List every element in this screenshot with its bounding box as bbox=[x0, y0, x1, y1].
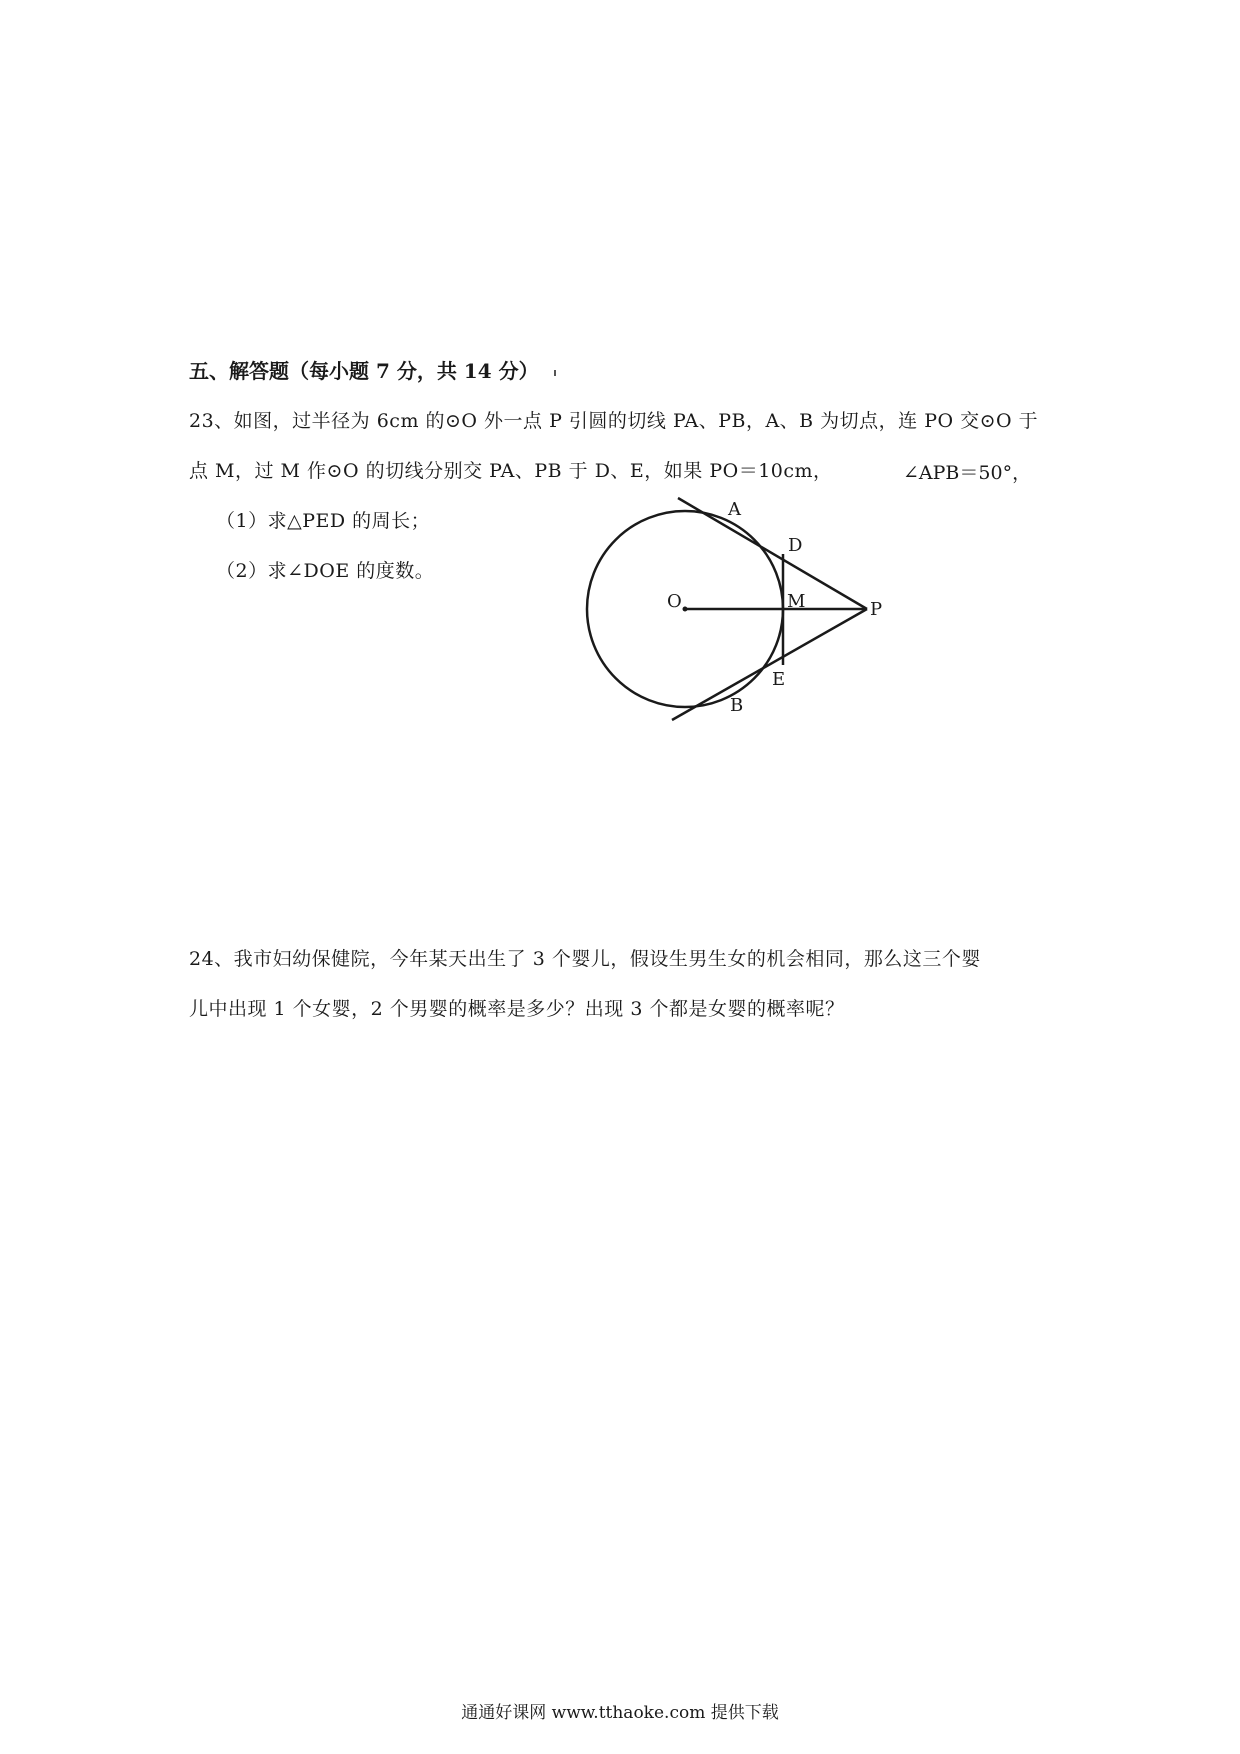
tangent-line-pb bbox=[672, 609, 867, 720]
label-d: D bbox=[788, 535, 803, 556]
tangent-circle-figure bbox=[570, 485, 900, 725]
label-m: M bbox=[787, 591, 806, 612]
point-o bbox=[683, 607, 688, 612]
stray-mark bbox=[554, 370, 556, 376]
footer-credit: 通通好课网 www.tthaoke.com 提供下载 bbox=[461, 1703, 779, 1723]
q24-line2: 儿中出现 1 个女婴，2 个男婴的概率是多少？出现 3 个都是女婴的概率呢？ bbox=[189, 998, 845, 1020]
label-p: P bbox=[870, 599, 883, 620]
q23-part2: （2）求∠DOE 的度数。 bbox=[216, 560, 435, 582]
q23-line2: 点 M，过 M 作⊙O 的切线分别交 PA、PB 于 D、E，如果 PO＝10cm， bbox=[189, 460, 833, 482]
label-e: E bbox=[772, 669, 786, 690]
label-b: B bbox=[730, 695, 744, 716]
label-a: A bbox=[728, 499, 741, 520]
q23-part1: （1）求△PED 的周长； bbox=[216, 510, 431, 532]
q23-angle-given: ∠APB＝50°， bbox=[903, 462, 1032, 484]
tangent-line-pa bbox=[678, 498, 867, 609]
section-heading: 五、解答题（每小题 7 分，共 14 分） bbox=[189, 359, 539, 383]
label-o: O bbox=[667, 591, 682, 612]
q23-line1: 23、如图，过半径为 6cm 的⊙O 外一点 P 引圆的切线 PA、PB，A、B 为切点，连 PO 交⊙O 于 bbox=[189, 410, 1039, 432]
q24-line1: 24、我市妇幼保健院，今年某天出生了 3 个婴儿，假设生男生女的机会相同，那么这三个婴 bbox=[189, 948, 981, 970]
